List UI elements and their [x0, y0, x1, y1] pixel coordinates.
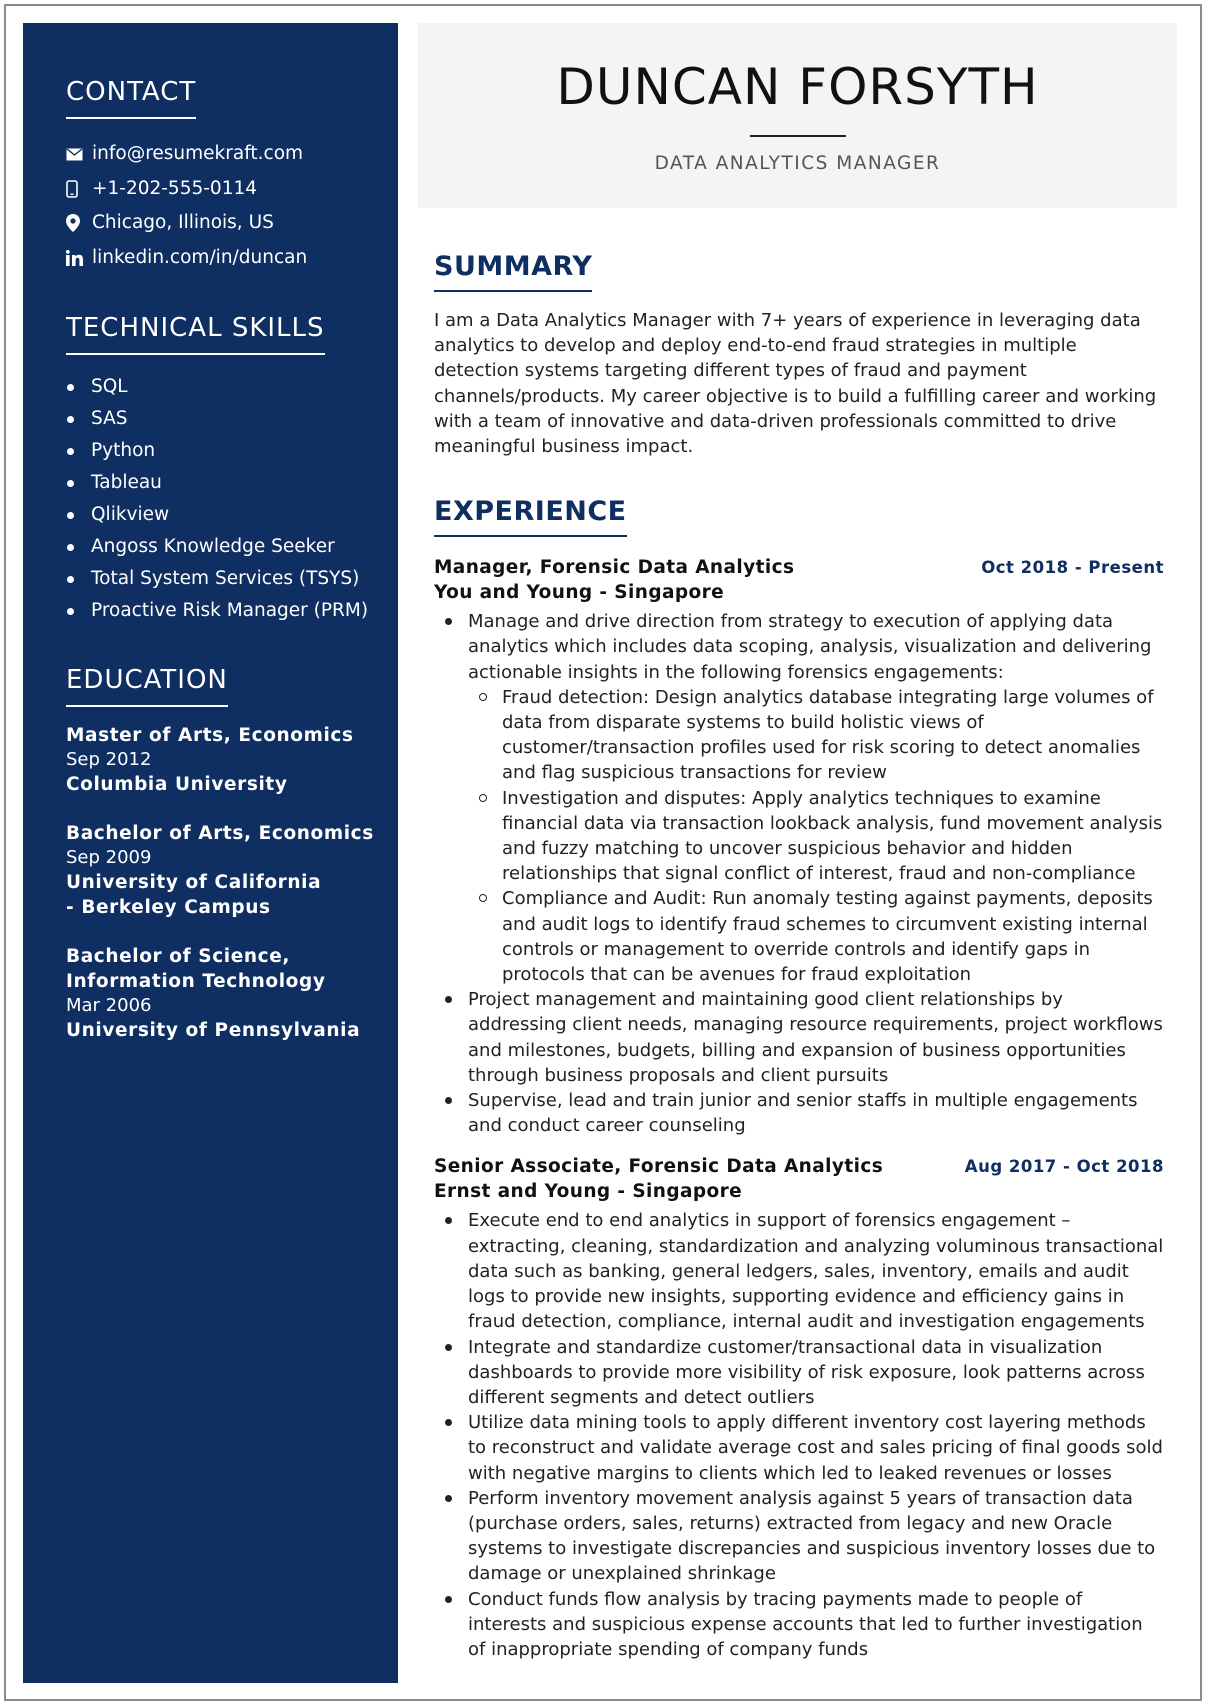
linkedin-icon — [66, 250, 92, 266]
list-item: Utilize data mining tools to apply different inventory cost layering methods to reconstruct and validate average cost and sales pricing of final goods sold with negative margins to clients which led to leaked revenues or losses — [434, 1410, 1164, 1486]
skill-item — [66, 595, 398, 627]
job-company: You and Young - Singapore — [434, 582, 725, 604]
skill-item — [66, 371, 398, 403]
skill-label: Proactive Risk Manager (PRM) — [91, 600, 369, 621]
job-entry — [434, 555, 1164, 1138]
skill-item — [66, 467, 398, 499]
education-heading: EDUCATION — [66, 663, 228, 707]
job-header — [434, 1154, 1164, 1179]
job-role: Manager, Forensic Data Analytics — [434, 557, 795, 579]
list-item — [434, 609, 1164, 987]
education-list — [66, 723, 398, 1043]
contact-phone[interactable] — [66, 172, 398, 207]
skills-list — [66, 371, 398, 627]
sub-list-item: Fraud detection: Design analytics database integrating large volumes of data from disparate systems to build holistic views of customer/transaction profiles used for risk scoring to detect anomalies and flag suspicious transactions for review — [468, 685, 1164, 786]
education-degree: Master of Arts, Economics — [66, 725, 354, 746]
skill-label: Qlikview — [91, 504, 170, 525]
education-school: University of California - Berkeley Campus — [66, 872, 322, 918]
job-company: Ernst and Young - Singapore — [434, 1181, 743, 1203]
bullet-icon — [67, 384, 74, 391]
education-item — [66, 723, 398, 797]
job-header — [434, 555, 1164, 580]
summary-text: I am a Data Analytics Manager with 7+ years of experience in leveraging data analytics to develop and deploy end-to-end fraud strategies in multiple detection systems targeting different types of fraud and payment channels/products. My career objective is to build a fulfilling career and working with a team of innovative and data-driven professionals committed to drive meaningful business impact. — [434, 310, 1157, 458]
name-divider — [750, 135, 846, 137]
skill-item — [66, 435, 398, 467]
contact-email-text: info@resumekraft.com — [92, 143, 304, 164]
skill-item — [66, 403, 398, 435]
skill-label: SAS — [91, 408, 128, 429]
education-date: Sep 2009 — [66, 847, 152, 868]
education-school: Columbia University — [66, 774, 288, 795]
summary-heading: SUMMARY — [434, 250, 592, 292]
education-date: Mar 2006 — [66, 995, 152, 1016]
contact-linkedin-text: linkedin.com/in/duncan — [92, 246, 308, 268]
list-item: Integrate and standardize customer/transactional data in visualization dashboards to provide more visibility of risk exposure, look patterns across different segments and detect outliers — [434, 1335, 1164, 1411]
education-school: University of Pennsylvania — [66, 1020, 361, 1041]
candidate-name: DUNCAN FORSYTH — [556, 58, 1039, 116]
contact-location-text: Chicago, Illinois, US — [92, 212, 274, 233]
skill-label: Angoss Knowledge Seeker — [91, 536, 335, 557]
skill-label: Total System Services (TSYS) — [91, 568, 360, 589]
contact-phone-text: +1-202-555-0114 — [92, 177, 258, 199]
list-item: Project management and maintaining good client relationships by addressing client needs, managing resource requirements, project workflows and milestones, budgets, billing and expansion of business opportunities through business proposals and client pursuits — [434, 987, 1164, 1088]
job-bullets — [434, 609, 1164, 1138]
bullet-icon — [67, 608, 74, 615]
bullet-icon — [67, 480, 74, 487]
skill-label: Python — [91, 440, 156, 461]
list-item: Perform inventory movement analysis against 5 years of transaction data (purchase orders, sales, returns) extracted from legacy and new Oracle systems to investigate discrepancies and suspicious inventory losses due to damage or unexplained shrinkage — [434, 1486, 1164, 1587]
location-pin-icon — [66, 214, 92, 232]
skill-item — [66, 499, 398, 531]
main-content — [434, 250, 1164, 1662]
resume-header — [418, 23, 1177, 208]
contact-linkedin[interactable] — [66, 241, 398, 276]
job-date: Oct 2018 - Present — [981, 558, 1164, 578]
education-item — [66, 821, 398, 920]
sub-bullets — [468, 685, 1164, 987]
education-degree: Bachelor of Science, Information Technology — [66, 946, 326, 992]
education-degree: Bachelor of Arts, Economics — [66, 823, 374, 844]
job-bullets — [434, 1208, 1164, 1662]
bullet-icon — [67, 544, 74, 551]
phone-icon — [66, 180, 92, 198]
experience-heading: EXPERIENCE — [434, 495, 627, 537]
skill-item — [66, 563, 398, 595]
skills-heading: TECHNICAL SKILLS — [66, 311, 325, 355]
job-date: Aug 2017 - Oct 2018 — [964, 1157, 1164, 1177]
skill-label: SQL — [91, 376, 128, 397]
sidebar — [23, 23, 398, 1683]
skill-item — [66, 531, 398, 563]
bullet-icon — [67, 448, 74, 455]
education-item — [66, 944, 398, 1043]
list-item: Supervise, lead and train junior and senior staffs in multiple engagements and conduct career counseling — [434, 1088, 1164, 1138]
list-item: Execute end to end analytics in support of forensics engagement – extracting, cleaning, standardization and analyzing voluminous transactional data such as banking, general ledgers, sales, inventory, emails and audit logs to provide new insights, supporting evidence and efficiency gains in fraud detection, compliance, internal audit and investigation engagements — [434, 1208, 1164, 1334]
contact-list — [66, 137, 398, 275]
bullet-icon — [67, 416, 74, 423]
email-icon — [66, 148, 92, 161]
contact-email[interactable] — [66, 137, 398, 172]
education-date: Sep 2012 — [66, 749, 152, 770]
contact-heading: CONTACT — [66, 75, 196, 119]
list-item: Conduct funds flow analysis by tracing payments made to people of interests and suspicious expense accounts that led to further investigation of inappropriate spending of company funds — [434, 1587, 1164, 1663]
bullet-icon — [67, 576, 74, 583]
bullet-icon — [67, 512, 74, 519]
contact-location — [66, 206, 398, 241]
bullet-text: Manage and drive direction from strategy to execution of applying data analytics which includes data scoping, analysis, visualization and delivering actionable insights in the following forensics engagements: — [468, 611, 1152, 683]
job-role: Senior Associate, Forensic Data Analytics — [434, 1156, 884, 1178]
candidate-title: DATA ANALYTICS MANAGER — [654, 153, 941, 174]
job-entry — [434, 1154, 1164, 1662]
sub-list-item: Investigation and disputes: Apply analytics techniques to examine financial data via transaction lookback analysis, fund movement analysis and fuzzy matching to uncover suspicious behavior and hidden relationships that signal conflict of interest, fraud and non-compliance — [468, 786, 1164, 887]
skill-label: Tableau — [91, 472, 162, 493]
sub-list-item: Compliance and Audit: Run anomaly testing against payments, deposits and audit logs to identify fraud schemes to circumvent existing internal controls or management to override controls and identify gaps in protocols that can be avenues for fraud exploitation — [468, 886, 1164, 987]
